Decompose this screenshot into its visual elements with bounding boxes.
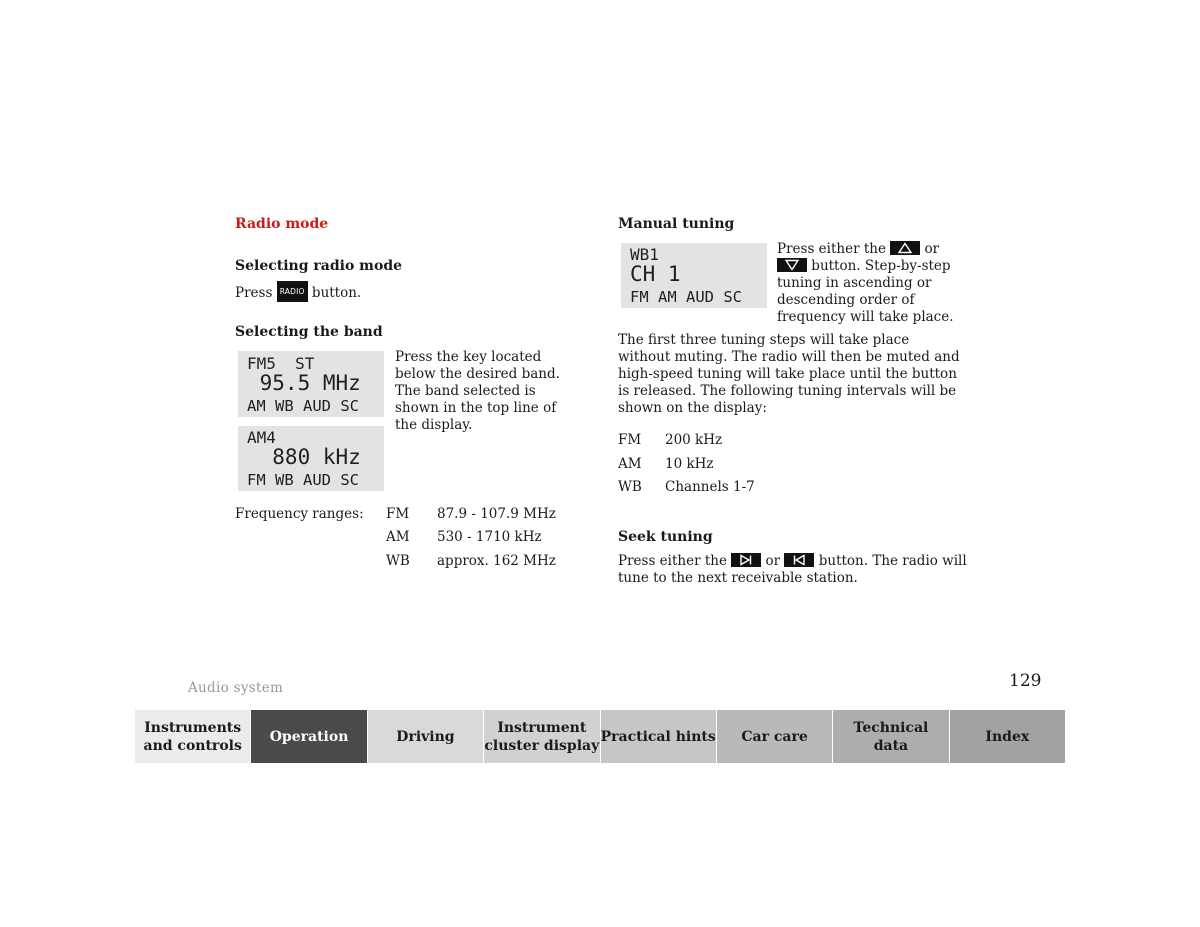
seek-forward-key	[731, 553, 761, 567]
selecting-band-heading: Selecting the band	[235, 324, 383, 340]
tab-instruments-and-controls[interactable]	[135, 710, 250, 763]
or-text: or	[924, 241, 940, 257]
triangle-up-icon	[890, 241, 920, 255]
seek-tuning-instruction	[618, 553, 968, 587]
seek-back-key	[784, 553, 814, 567]
tab-label-line1: Technical	[853, 719, 929, 736]
seek-rest-text: button. The radio will tune to the next receivable station.	[618, 553, 967, 586]
lcd-line-2: CH 1	[630, 262, 681, 286]
manual-tuning-instruction	[777, 241, 967, 326]
tab-label-line1: Car care	[741, 728, 808, 745]
interval-band: AM	[618, 456, 642, 472]
selecting-radio-mode-heading: Selecting radio mode	[235, 258, 403, 274]
lcd-display-am	[238, 426, 384, 491]
interval-value: 200 kHz	[665, 432, 723, 448]
freq-range: approx. 162 MHz	[437, 553, 556, 569]
page-number: 129	[1009, 671, 1042, 691]
lcd-line-1: AM4	[247, 428, 276, 447]
tab-label-line1: Operation	[269, 728, 349, 745]
frequency-ranges-label: Frequency ranges:	[235, 506, 364, 522]
tab-instrument-cluster-display[interactable]	[483, 710, 599, 763]
lcd-line-2: 95.5 MHz	[247, 371, 361, 395]
button-text: button.	[311, 285, 362, 301]
freq-band: WB	[386, 553, 410, 569]
seek-tuning-heading: Seek tuning	[618, 529, 713, 545]
band-description: Press the key located below the desired band. The band selected is shown in the top line of the display.	[395, 349, 560, 433]
lcd-line-1: WB1	[630, 245, 659, 264]
tab-label-line1: Instrument	[497, 719, 587, 736]
interval-value: Channels 1-7	[665, 479, 755, 495]
tab-label-line2: cluster display	[484, 737, 600, 754]
interval-band: WB	[618, 479, 642, 495]
freq-range: 87.9 - 107.9 MHz	[437, 506, 556, 522]
lcd-display-fm	[238, 351, 384, 417]
radio-key: RADIO	[277, 281, 308, 302]
tab-label-line1: Index	[985, 728, 1030, 745]
freq-band: FM	[386, 506, 410, 522]
manual-rest-text: button. Step-by-step tuning in ascending or descending order of frequency will take place.	[777, 258, 954, 325]
down-arrow-key	[777, 258, 807, 272]
tab-label-line1: Practical hints	[600, 728, 716, 745]
tab-practical-hints[interactable]	[600, 710, 716, 763]
lcd-line-2: 880 kHz	[247, 445, 361, 469]
tab-label-line2: data	[873, 737, 909, 754]
chapter-nav	[135, 710, 1065, 763]
press-either-text: Press either the	[777, 241, 886, 257]
or-text: or	[765, 553, 781, 569]
lcd-line-3: FM AM AUD SC	[630, 288, 742, 306]
seek-forward-icon	[731, 553, 761, 567]
lcd-line-3: FM WB AUD SC	[247, 471, 359, 489]
press-radio-instruction	[235, 283, 361, 304]
tab-operation[interactable]	[250, 710, 366, 763]
lcd-line-3: AM WB AUD SC	[247, 397, 359, 415]
tab-car-care[interactable]	[716, 710, 832, 763]
press-text: Press	[235, 285, 273, 301]
section-footer-label: Audio system	[188, 680, 284, 696]
tab-index[interactable]	[949, 710, 1065, 763]
tab-driving[interactable]	[367, 710, 483, 763]
tab-label-line1: Instruments	[144, 719, 242, 736]
tab-technical-data[interactable]	[832, 710, 948, 763]
triangle-down-icon	[777, 258, 807, 272]
freq-band: AM	[386, 529, 410, 545]
lcd-display-wb	[621, 243, 767, 308]
freq-range: 530 - 1710 kHz	[437, 529, 542, 545]
up-arrow-key	[890, 241, 920, 255]
manual-tuning-paragraph: The first three tuning steps will take place without muting. The radio will then be muted and high-speed tuning will take place until the button is released. The following tuning intervals will be shown on the display:	[618, 332, 960, 416]
press-either-text: Press either the	[618, 553, 727, 569]
manual-tuning-heading: Manual tuning	[618, 216, 735, 232]
seek-back-icon	[784, 553, 814, 567]
tab-label-line1: Driving	[396, 728, 455, 745]
interval-value: 10 kHz	[665, 456, 714, 472]
tab-label-line2: and controls	[143, 737, 242, 754]
interval-band: FM	[618, 432, 642, 448]
section-title: Radio mode	[235, 216, 329, 232]
lcd-line-1: FM5 ST	[247, 354, 315, 373]
